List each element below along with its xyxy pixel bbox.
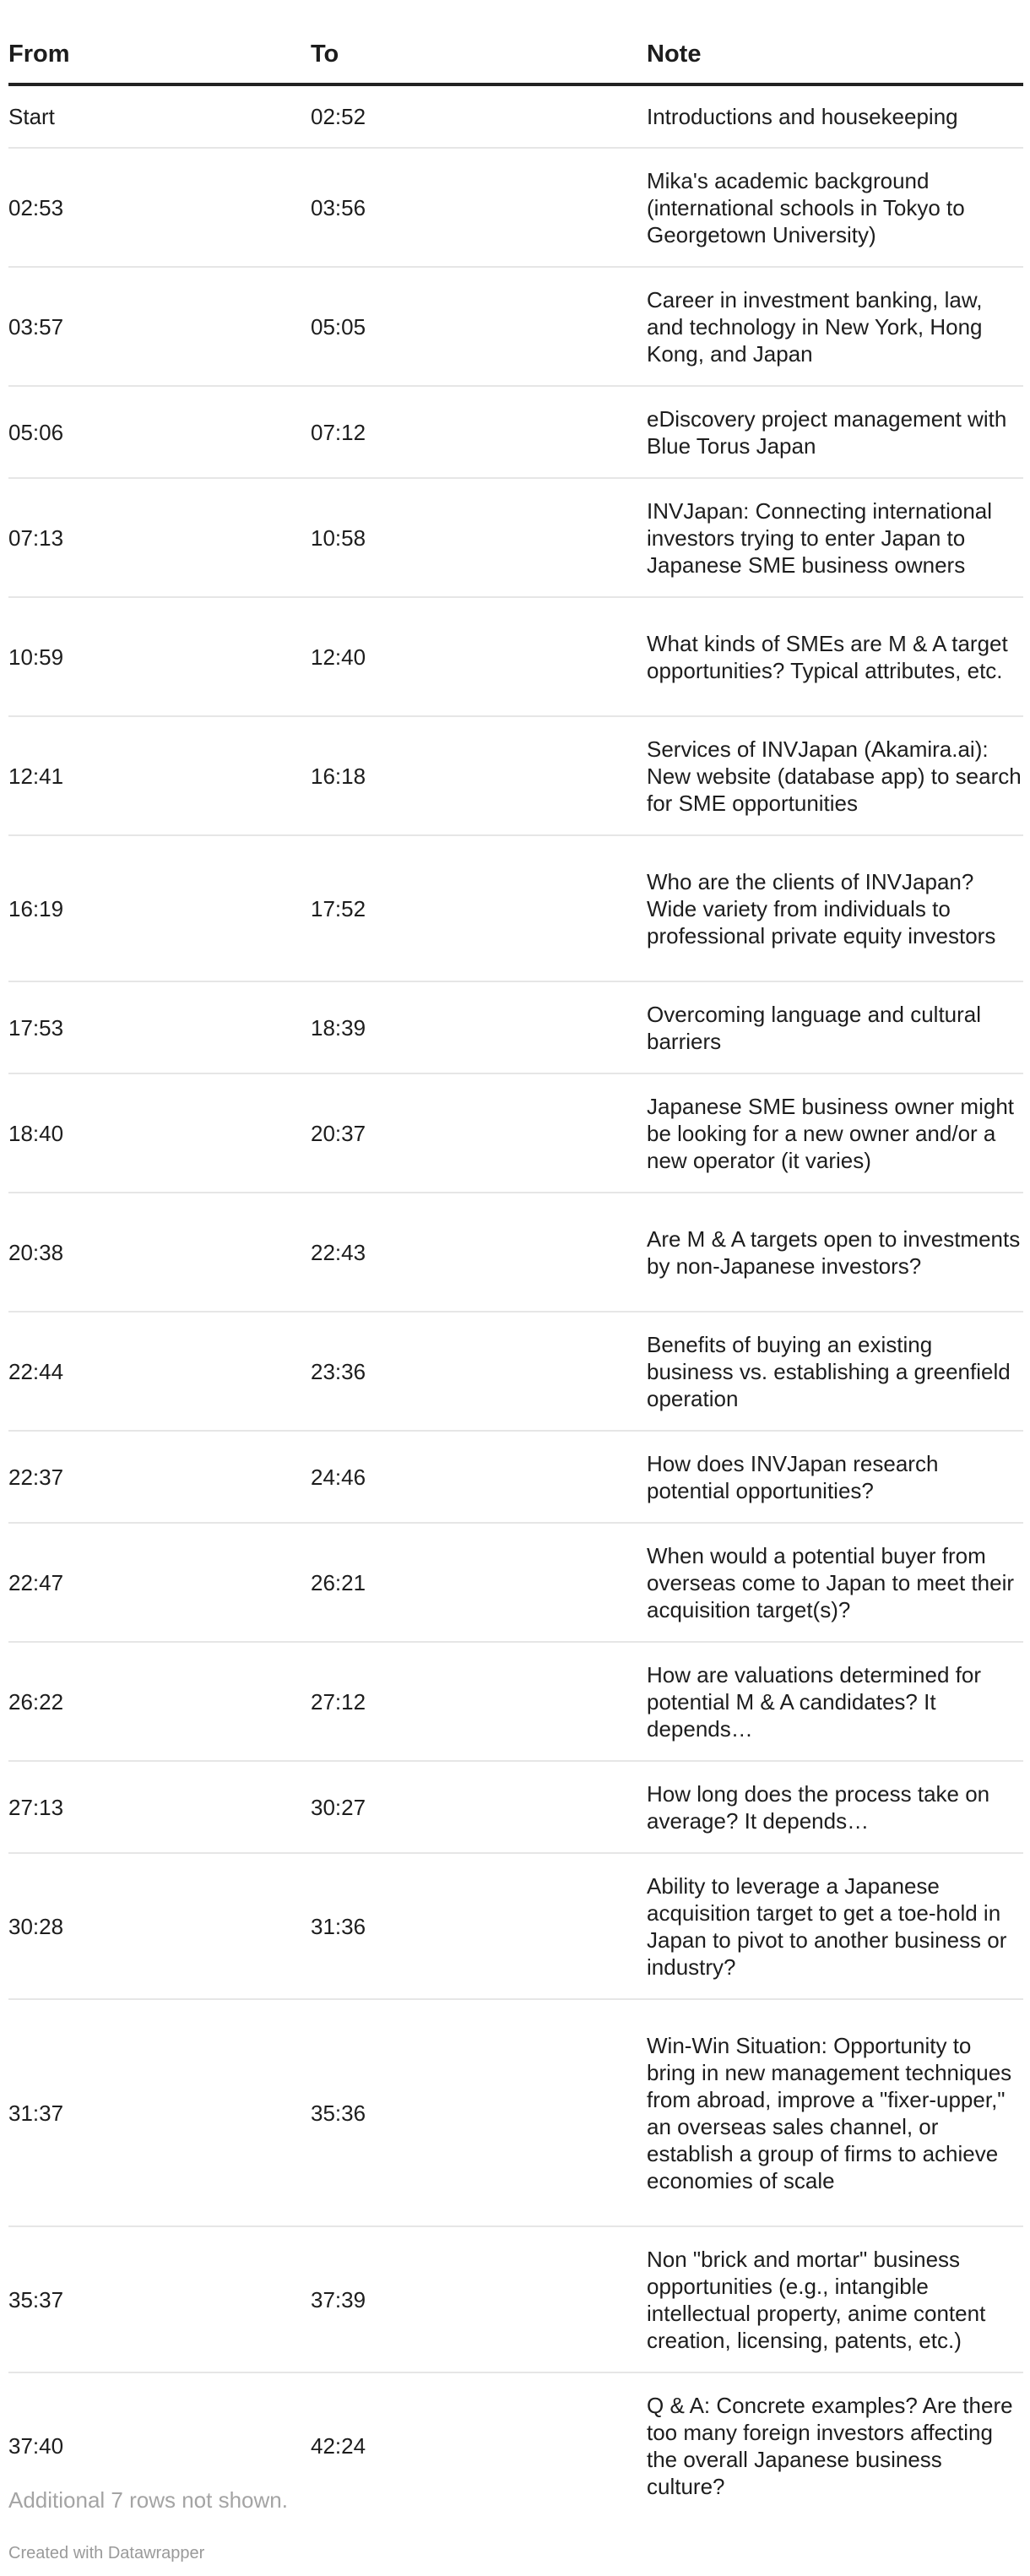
to-cell: 07:12: [311, 386, 647, 478]
table-row: [8, 1431, 1023, 1523]
note-cell: INVJapan: Connecting international investors trying to enter Japan to Japanese SME business owners: [647, 478, 1023, 597]
from-cell: 16:19: [8, 835, 311, 981]
from-cell: 03:57: [8, 267, 311, 386]
to-cell: 17:52: [311, 835, 647, 981]
from-cell: 17:53: [8, 981, 311, 1073]
note-cell: Benefits of buying an existing business vs. establishing a greenfield operation: [647, 1312, 1023, 1431]
table-row: [8, 84, 1023, 148]
column-header-from[interactable]: From: [8, 25, 311, 84]
to-cell: 37:39: [311, 2226, 647, 2372]
from-cell: 26:22: [8, 1642, 311, 1761]
column-header-to[interactable]: To: [311, 25, 647, 84]
to-cell: 26:21: [311, 1523, 647, 1642]
to-cell: 35:36: [311, 1999, 647, 2226]
from-cell: 02:53: [8, 148, 311, 267]
to-cell: 16:18: [311, 716, 647, 835]
to-cell: 10:58: [311, 478, 647, 597]
note-cell: Are M & A targets open to investments by non-Japanese investors?: [647, 1193, 1023, 1312]
to-cell: 42:24: [311, 2433, 366, 2459]
table-row: [8, 1761, 1023, 1853]
note-cell: How are valuations determined for potential M & A candidates? It depends…: [647, 1642, 1023, 1761]
to-cell: 03:56: [311, 148, 647, 267]
table-row: [8, 267, 1023, 386]
note-cell: Japanese SME business owner might be looking for a new owner and/or a new operator (it varies): [647, 1073, 1023, 1193]
timestamp-table: [8, 25, 1023, 2519]
table-row: [8, 597, 1023, 716]
from-cell: 31:37: [8, 1999, 311, 2226]
to-cell: 18:39: [311, 981, 647, 1073]
table-row: [8, 386, 1023, 478]
rows-not-shown-note: Additional 7 rows not shown.: [8, 2487, 288, 2513]
from-cell: 35:37: [8, 2226, 311, 2372]
to-cell: 27:12: [311, 1642, 647, 1761]
from-cell: 18:40: [8, 1073, 311, 1193]
table-row: [8, 2226, 1023, 2372]
to-cell: 23:36: [311, 1312, 647, 1431]
note-cell: Overcoming language and cultural barriers: [647, 981, 1023, 1073]
from-cell: 37:40: [8, 2433, 64, 2459]
to-cell: 20:37: [311, 1073, 647, 1193]
table-row: [8, 835, 1023, 981]
note-cell: Career in investment banking, law, and technology in New York, Hong Kong, and Japan: [647, 267, 1023, 386]
table-header: [8, 25, 1023, 84]
table-row: [8, 1073, 1023, 1193]
header-row: [8, 25, 1023, 84]
note-cell: Introductions and housekeeping: [647, 84, 1023, 148]
from-cell: 20:38: [8, 1193, 311, 1312]
datawrapper-credit: Created with Datawrapper: [8, 2544, 205, 2562]
table-row: [8, 1523, 1023, 1642]
note-cell: How does INVJapan research potential opportunities?: [647, 1431, 1023, 1523]
from-cell: 05:06: [8, 386, 311, 478]
note-cell: Services of INVJapan (Akamira.ai): New website (database app) to search for SME opportunities: [647, 716, 1023, 835]
to-cell: 24:46: [311, 1431, 647, 1523]
note-cell: What kinds of SMEs are M & A target opportunities? Typical attributes, etc.: [647, 597, 1023, 716]
from-cell: 12:41: [8, 716, 311, 835]
from-cell: 22:44: [8, 1312, 311, 1431]
to-cell: 22:43: [311, 1193, 647, 1312]
to-cell: 31:36: [311, 1853, 647, 1999]
note-cell: How long does the process take on average? It depends…: [647, 1761, 1023, 1853]
to-cell: 02:52: [311, 84, 647, 148]
note-cell: Who are the clients of INVJapan? Wide variety from individuals to professional private equity investors: [647, 835, 1023, 981]
table-row: [8, 1999, 1023, 2226]
table-body: [8, 84, 1023, 2519]
to-cell: 05:05: [311, 267, 647, 386]
note-cell: eDiscovery project management with Blue Torus Japan: [647, 386, 1023, 478]
column-header-note[interactable]: Note: [647, 25, 1023, 84]
table-row: [8, 1312, 1023, 1431]
from-cell: Start: [8, 84, 311, 148]
table-row: [8, 148, 1023, 267]
note-cell: Win-Win Situation: Opportunity to bring in new management techniques from abroad, improve a "fixer-upper," an overseas sales channel, or establish a group of firms to achieve economies of scale: [647, 1999, 1023, 2226]
to-cell: 12:40: [311, 597, 647, 716]
note-cell: Q & A: Concrete examples? Are there too many foreign investors affecting the overall Japanese business culture?: [647, 2393, 1013, 2499]
table-row: [8, 981, 1023, 1073]
note-cell: When would a potential buyer from overseas come to Japan to meet their acquisition target(s)?: [647, 1523, 1023, 1642]
table-row: [8, 1853, 1023, 1999]
from-cell: 07:13: [8, 478, 311, 597]
table-row: [8, 1642, 1023, 1761]
to-cell: 30:27: [311, 1761, 647, 1853]
from-cell: 22:47: [8, 1523, 311, 1642]
table-row: [8, 716, 1023, 835]
note-cell: Ability to leverage a Japanese acquisition target to get a toe-hold in Japan to pivot to another business or industry?: [647, 1853, 1023, 1999]
from-cell: 10:59: [8, 597, 311, 716]
note-cell: Mika's academic background (international schools in Tokyo to Georgetown University): [647, 148, 1023, 267]
from-cell: 22:37: [8, 1431, 311, 1523]
note-cell: Non "brick and mortar" business opportunities (e.g., intangible intellectual property, anime content creation, licensing, patents, etc.): [647, 2226, 1023, 2372]
from-cell: 27:13: [8, 1761, 311, 1853]
table-row: [8, 478, 1023, 597]
from-cell: 30:28: [8, 1853, 311, 1999]
table-row: [8, 1193, 1023, 1312]
